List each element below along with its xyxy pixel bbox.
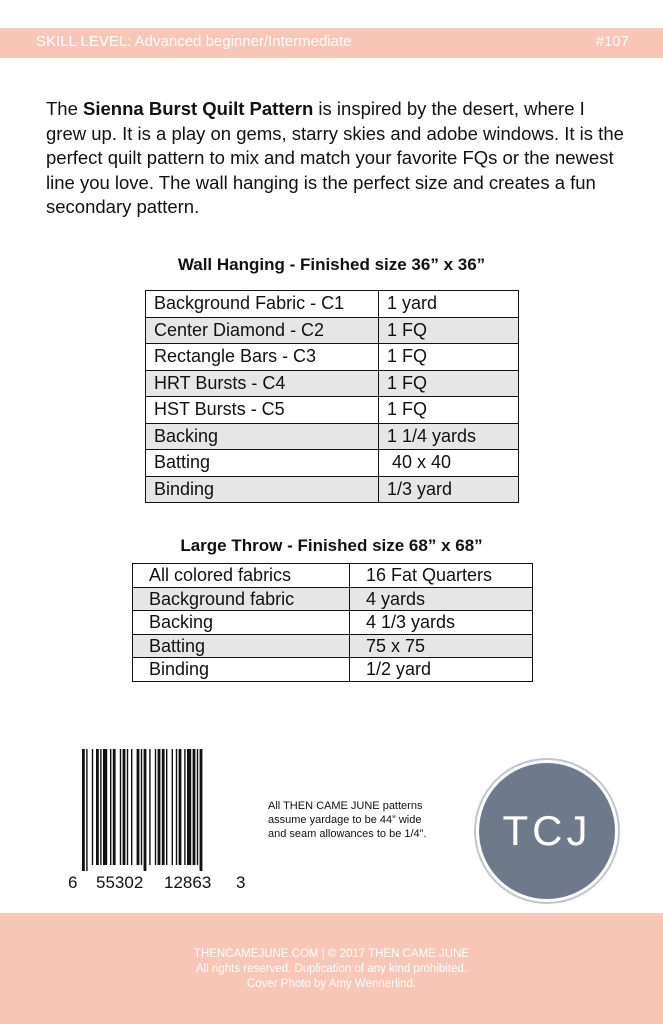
amount-cell: 4 1/3 yards	[350, 611, 533, 635]
barcode-bar	[193, 749, 196, 865]
barcode-bar	[166, 749, 167, 865]
table-row	[146, 450, 519, 477]
wall-hanging-title: Wall Hanging - Finished size 36” x 36”	[177, 255, 486, 274]
footer-rights: All rights reserved. Duplication of any kind prohibited.	[195, 963, 468, 975]
barcode-bar	[184, 749, 185, 865]
item-cell: Batting	[133, 634, 350, 658]
table-row	[133, 564, 533, 588]
barcode-bar	[86, 749, 87, 871]
item-cell: All colored fabrics	[133, 564, 350, 588]
amount-cell: 1 FQ	[379, 344, 519, 371]
yardage-note	[268, 799, 426, 841]
item-cell: Background Fabric - C1	[146, 291, 379, 318]
note-line: and seam allowances to be 1/4”.	[268, 828, 427, 840]
item-cell: HRT Bursts - C4	[146, 370, 379, 397]
barcode	[82, 749, 237, 871]
table-row	[133, 634, 533, 658]
barcode-bar	[141, 749, 142, 865]
barcode-bar	[144, 749, 147, 871]
intro-body: is inspired by the desert, where I grew up. It is a play on gems, starry skies and adobe windows. It is the perfect quilt pattern to mix and match your favorite FQs or the newest line you love. The wall hanging is the perfect size and creates a fun secondary pattern.	[46, 98, 624, 217]
barcode-bar	[200, 749, 203, 871]
barcode-bar	[172, 749, 173, 865]
intro-paragraph	[46, 97, 626, 220]
barcode-bar	[131, 749, 132, 865]
table-row	[146, 344, 519, 371]
amount-cell: 4 yards	[350, 587, 533, 611]
footer-copyright: THENCAMEJUNE.COM | © 2017 THEN CAME JUNE	[193, 948, 470, 960]
item-cell: Binding	[146, 476, 379, 503]
item-cell: Binding	[133, 658, 350, 682]
tcj-logo	[476, 760, 618, 902]
barcode-bar	[103, 749, 107, 865]
table-row	[133, 611, 533, 635]
barcode-bar	[127, 749, 128, 865]
table-row	[146, 317, 519, 344]
item-cell: HST Bursts - C5	[146, 397, 379, 424]
barcode-bar	[162, 749, 165, 865]
amount-cell: 1 1/4 yards	[379, 423, 519, 450]
note-line: assume yardage to be 44” wide	[268, 814, 422, 826]
amount-cell: 16 Fat Quarters	[350, 564, 533, 588]
item-cell: Backing	[146, 423, 379, 450]
barcode-bar	[158, 749, 161, 865]
barcode-bar	[123, 749, 126, 865]
amount-cell: 1 FQ	[379, 317, 519, 344]
amount-cell: 1 yard	[379, 291, 519, 318]
footer	[0, 913, 663, 1024]
barcode-bar	[82, 749, 85, 871]
amount-cell: 1 FQ	[379, 370, 519, 397]
skill-level-text: SKILL LEVEL: Advanced beginner/Intermediate	[36, 33, 352, 50]
item-cell: Backing	[133, 611, 350, 635]
barcode-bar	[155, 749, 156, 865]
footer-photo-credit: Cover Photo by Amy Wennerlind.	[246, 978, 417, 990]
barcode-bar	[120, 749, 121, 865]
barcode-digit-group: 12863	[164, 873, 212, 892]
barcode-bar	[113, 749, 116, 865]
pattern-name: Sienna Burst Quilt Pattern	[83, 98, 314, 119]
item-cell: Background fabric	[133, 587, 350, 611]
table-row	[133, 587, 533, 611]
large-throw-title: Large Throw - Finished size 68” x 68”	[180, 536, 483, 555]
barcode-bar	[176, 749, 177, 865]
item-cell: Batting	[146, 450, 379, 477]
amount-cell: 40 x 40	[379, 450, 519, 477]
barcode-bar	[92, 749, 93, 865]
skill-level-banner	[0, 28, 663, 58]
barcode-bar	[110, 749, 111, 865]
item-cell: Center Diamond - C2	[146, 317, 379, 344]
pattern-number: #107	[595, 33, 629, 50]
barcode-bar	[179, 749, 182, 865]
barcode-bar	[149, 749, 150, 865]
amount-cell: 75 x 75	[350, 634, 533, 658]
amount-cell: 1/2 yard	[350, 658, 533, 682]
barcode-bar	[137, 749, 140, 865]
table-row	[146, 397, 519, 424]
table-row	[146, 291, 519, 318]
barcode-bar	[197, 749, 198, 865]
table-row	[146, 423, 519, 450]
item-cell: Rectangle Bars - C3	[146, 344, 379, 371]
barcode-digit-group: 6	[68, 873, 78, 892]
barcode-bar	[187, 749, 191, 865]
table-row	[133, 658, 533, 682]
logo-text: TCJ	[502, 807, 592, 854]
large-throw-table	[132, 563, 533, 682]
barcode-digit-group: 3	[236, 873, 246, 892]
amount-cell: 1 FQ	[379, 397, 519, 424]
barcode-bar	[100, 749, 101, 865]
intro-lead: The	[46, 98, 84, 119]
table-row	[146, 476, 519, 503]
barcode-digit-group: 55302	[96, 873, 144, 892]
table-row	[146, 370, 519, 397]
wall-hanging-table	[145, 290, 519, 503]
barcode-bar	[96, 749, 99, 865]
note-line: All THEN CAME JUNE patterns	[268, 800, 423, 812]
amount-cell: 1/3 yard	[379, 476, 519, 503]
